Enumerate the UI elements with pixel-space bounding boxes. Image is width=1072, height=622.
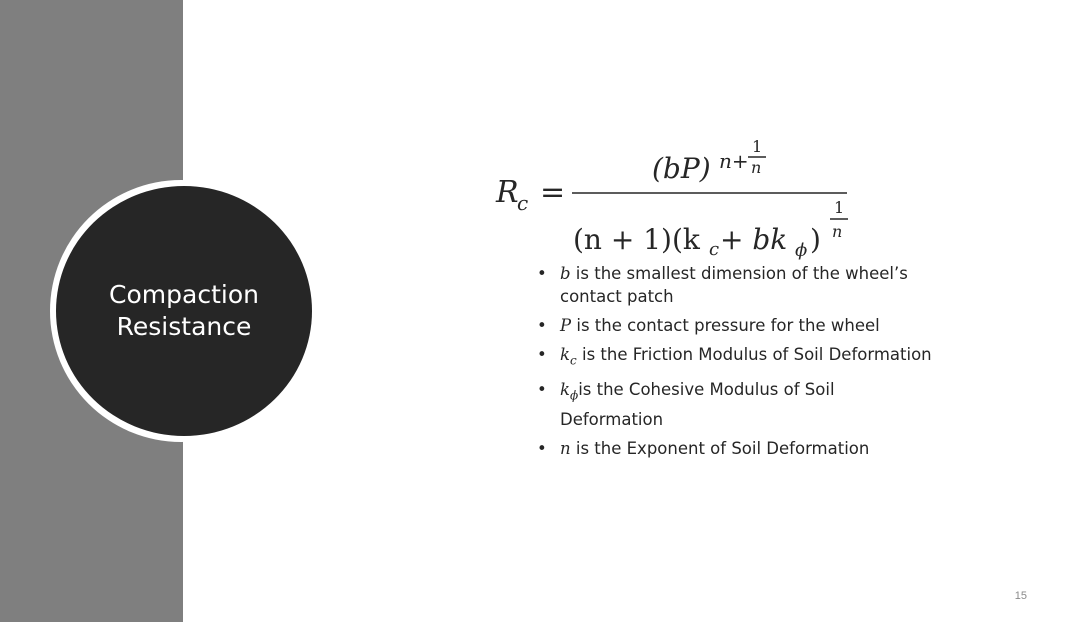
list-item	[537, 262, 937, 308]
formula-numerator-frac-num: 1	[752, 137, 763, 156]
formula-den-exp-den: n	[832, 222, 843, 241]
list-item	[537, 343, 937, 372]
formula-lhs-symbol: R	[496, 175, 519, 210]
formula-equals: =	[540, 175, 566, 210]
variable-description: is the Friction Modulus of Soil Deformation	[576, 345, 932, 364]
variable-definitions-list	[537, 262, 937, 466]
variable-description: is the Exponent of Soil Deformation	[570, 438, 870, 458]
list-item	[537, 314, 937, 337]
variable-symbol: k	[560, 380, 570, 400]
compaction-resistance-formula	[490, 130, 870, 260]
formula-numerator-exp-prefix: n+	[719, 149, 749, 173]
formula-den-sub-c: c	[709, 239, 720, 260]
variable-symbol: b	[560, 264, 571, 283]
variable-symbol: k	[560, 345, 570, 364]
list-item	[537, 378, 937, 430]
variable-description: is the smallest dimension of the wheel’s contact patch	[560, 264, 908, 306]
variable-subscript: ϕ	[570, 388, 579, 403]
formula-den-exp-num: 1	[834, 198, 845, 217]
formula-numerator-frac-den: n	[751, 158, 762, 177]
formula-denominator-main: (n + 1)(k	[573, 223, 700, 256]
slide-title: Compaction Resistance	[109, 280, 259, 341]
formula-den-sub-phi: ϕ	[795, 240, 808, 260]
formula-den-plus-b: + bk	[720, 223, 788, 256]
formula-lhs-subscript: c	[517, 191, 529, 215]
formula-numerator-base: (bP)	[652, 152, 711, 185]
variable-subscript: c	[570, 353, 577, 368]
variable-symbol: n	[560, 438, 571, 458]
list-item	[537, 437, 937, 460]
title-circle	[56, 186, 312, 436]
formula-den-close: )	[810, 223, 821, 256]
page-number: 15	[1014, 590, 1027, 602]
variable-symbol: P	[560, 316, 572, 335]
variable-description: is the Cohesive Modulus of Soil Deformation	[560, 380, 835, 429]
variable-description: is the contact pressure for the wheel	[571, 316, 880, 335]
